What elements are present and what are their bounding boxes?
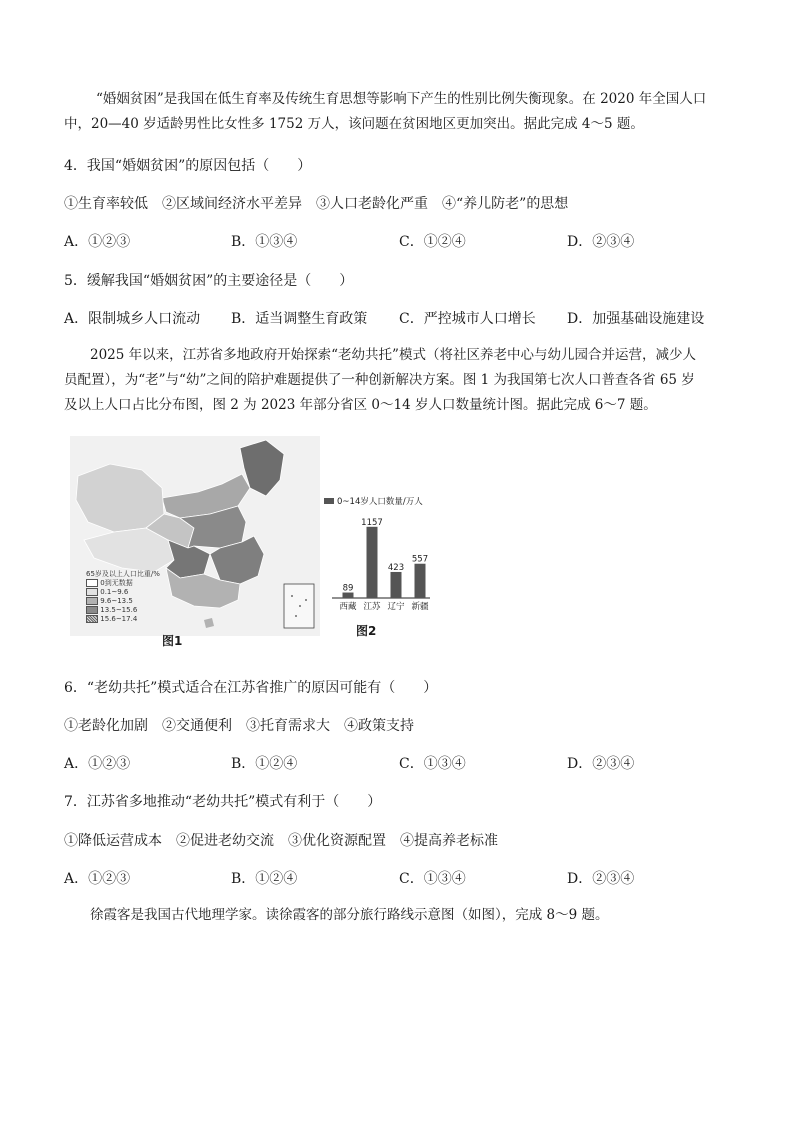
- option-a[interactable]: A．①②③: [64, 871, 131, 887]
- inset-box: [284, 584, 314, 628]
- question-7-stem: 7．江苏省多地推动“老幼共托”模式有利于（ ）: [64, 794, 382, 810]
- passage-line: 2025 年以来，江苏省多地政府开始探索“老幼共托”模式（将社区养老中心与幼儿园合并运营，减少人: [90, 347, 696, 363]
- question-6-stem: 6．“老幼共托”模式适合在江苏省推广的原因可能有（ ）: [64, 680, 438, 696]
- passage-line: 员配置），为“老”与“幼”之间的陪护难题提供了一种创新解决方案。图 1 为我国第七次人口普查各省 65 岁: [64, 372, 695, 388]
- legend-item-label: 0到无数据: [100, 579, 133, 587]
- passage-line: 及以上人口占比分布图，图 2 为 2023 年部分省区 0～14 岁人口数量统计图。据此完成 6～7 题。: [64, 397, 657, 413]
- legend-item: [86, 588, 176, 597]
- category-tick-label: 江苏: [363, 602, 381, 612]
- legend-item: [86, 579, 176, 588]
- option-d[interactable]: D．②③④: [567, 756, 635, 772]
- option-d[interactable]: D．②③④: [567, 234, 635, 250]
- figure-1-map: [70, 436, 320, 636]
- legend-item-label: 0.1~9.6: [100, 588, 129, 596]
- passage-4-5: [64, 88, 744, 111]
- bar: [391, 572, 402, 598]
- bar: [415, 564, 426, 598]
- legend-title: 65岁及以上人口比重/%: [86, 570, 160, 578]
- option-b[interactable]: B．①②④: [231, 871, 298, 887]
- map-legend: [86, 570, 176, 624]
- question-6-items: ①老龄化加剧 ②交通便利 ③托育需求大 ④政策支持: [64, 718, 414, 734]
- question-4-stem: 4．我国“婚姻贫困”的原因包括（ ）: [64, 158, 312, 174]
- option-b[interactable]: B．①③④: [231, 234, 298, 250]
- option-d[interactable]: D．②③④: [567, 871, 635, 887]
- bar: [367, 527, 378, 598]
- passage-line: 徐霞客是我国古代地理学家。读徐霞客的部分旅行路线示意图（如图），完成 8～9 题。: [90, 907, 609, 923]
- bar-value-label: 557: [411, 554, 429, 565]
- option-a[interactable]: A．限制城乡人口流动: [64, 311, 201, 327]
- passage-line: 中，20—40 岁适龄男性比女性多 1752 万人，该问题在贫困地区更加突出。据此完成 4～5 题。: [64, 116, 644, 132]
- figure-2-caption: 图2: [356, 624, 377, 638]
- bar-value-label: 1157: [361, 517, 383, 528]
- option-a[interactable]: A．①②③: [64, 756, 131, 772]
- category-tick-label: 辽宁: [387, 602, 405, 612]
- legend-swatch: [324, 498, 334, 504]
- chart-legend-label: 0~14岁人口数量/万人: [337, 497, 423, 507]
- figure-2-chart: [322, 492, 440, 622]
- bar-chart-svg: [322, 492, 440, 622]
- option-c[interactable]: C．①③④: [399, 756, 466, 772]
- legend-item: [86, 606, 176, 615]
- option-d[interactable]: D．加强基础设施建设: [567, 311, 705, 327]
- option-c[interactable]: C．①②④: [399, 234, 466, 250]
- option-c[interactable]: C．严控城市人口增长: [399, 311, 536, 327]
- option-c[interactable]: C．①③④: [399, 871, 466, 887]
- category-tick-label: 新疆: [411, 602, 429, 612]
- figure-1-caption: 图1: [162, 634, 183, 648]
- question-5-stem: 5．缓解我国“婚姻贫困”的主要途径是（ ）: [64, 273, 354, 289]
- legend-item-label: 13.5~15.6: [100, 606, 138, 614]
- option-a[interactable]: A．①②③: [64, 234, 131, 250]
- question-7-items: ①降低运营成本 ②促进老幼交流 ③优化资源配置 ④提高养老标准: [64, 833, 498, 849]
- option-b[interactable]: B．①②④: [231, 756, 298, 772]
- category-tick-label: 西藏: [339, 602, 357, 612]
- legend-item: [86, 615, 176, 624]
- bar-value-label: 89: [342, 583, 354, 594]
- legend-item-label: 9.6~13.5: [100, 597, 133, 605]
- legend-item: [86, 597, 176, 606]
- legend-item-label: 15.6~17.4: [100, 615, 138, 623]
- bar-value-label: 423: [387, 562, 405, 573]
- option-b[interactable]: B．适当调整生育政策: [231, 311, 368, 327]
- passage-line: “婚姻贫困”是我国在低生育率及传统生育思想等影响下产生的性别比例失衡现象。在 2020 年全国人口: [96, 91, 707, 107]
- question-4-items: ①生育率较低 ②区域间经济水平差异 ③人口老龄化严重 ④“养儿防老”的思想: [64, 196, 569, 212]
